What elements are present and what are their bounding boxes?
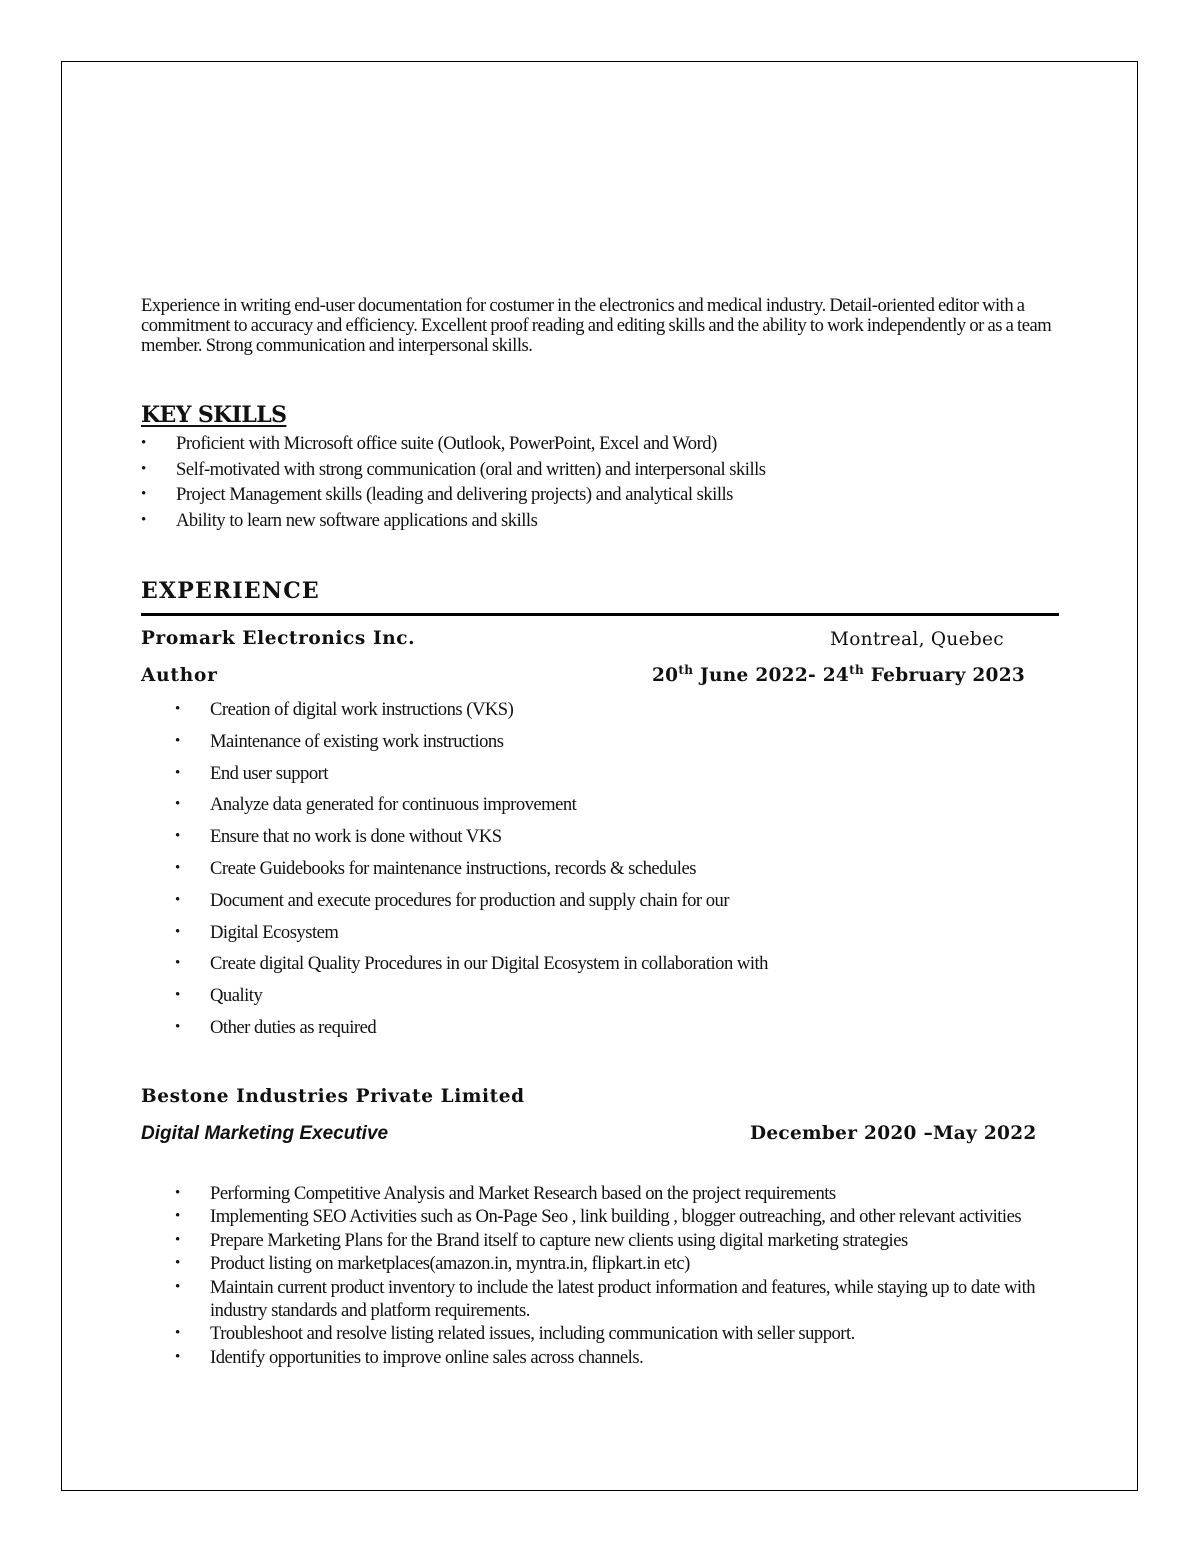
key-skills-heading: KEY SKILLS — [141, 402, 287, 428]
job-dates — [652, 665, 1025, 686]
duty-item: • Other duties as required — [141, 1015, 768, 1047]
duty-item: • Create digital Quality Procedures in our Digital Ecosystem in collaboration with — [141, 951, 768, 983]
duty-item: • Ensure that no work is done without VKS — [141, 824, 768, 856]
job-location: Montreal, Quebec — [830, 629, 1004, 650]
duty-item: • Create Guidebooks for maintenance instructions, records & schedules — [141, 856, 768, 888]
duty-item: • Performing Competitive Analysis and Market Research based on the project requirements — [141, 1182, 1059, 1205]
duty-item: • Maintenance of existing work instructions — [141, 729, 768, 761]
job-duties-list — [141, 697, 768, 1047]
job-duties-list — [141, 1182, 1059, 1369]
key-skills-list — [141, 431, 766, 534]
experience-heading: EXPERIENCE — [141, 578, 320, 604]
skill-item: • Ability to learn new software applications and skills — [141, 508, 766, 534]
start-day: 20 — [652, 665, 679, 686]
job-title: Digital Marketing Executive — [141, 1123, 389, 1144]
duty-item: • End user support — [141, 761, 768, 793]
company-name: Bestone Industries Private Limited — [141, 1086, 525, 1107]
duty-item: • Implementing SEO Activities such as On-Page Seo , link building , blogger outreaching, and other relevant activities — [141, 1205, 1059, 1228]
duty-item: • Maintain current product inventory to include the latest product information and features, while staying up to date with industry standards and platform requirements. — [141, 1276, 1059, 1323]
duty-item: • Troubleshoot and resolve listing related issues, including communication with seller support. — [141, 1322, 1059, 1345]
profile-summary: Experience in writing end-user documentation for costumer in the electronics and medical industry. Detail-oriented editor with a commitment to accuracy and efficiency. Excellent proof reading and editing skills and the ability to work independently or as a team member. Strong communication and interpersonal skills. — [141, 295, 1052, 356]
duty-item: • Identify opportunities to improve online sales across channels. — [141, 1346, 1059, 1369]
end-day: 24 — [822, 665, 850, 686]
end-rest: February 2023 — [863, 665, 1026, 686]
start-rest: June 2022- — [693, 665, 823, 686]
duty-item: • Creation of digital work instructions (VKS) — [141, 697, 768, 729]
skill-item: • Project Management skills (leading and delivering projects) and analytical skills — [141, 482, 766, 508]
duty-item: • Quality — [141, 983, 768, 1015]
duty-item: • Prepare Marketing Plans for the Brand itself to capture new clients using digital marketing strategies — [141, 1229, 1059, 1252]
duty-item: • Analyze data generated for continuous improvement — [141, 792, 768, 824]
duty-item: • Digital Ecosystem — [141, 920, 768, 952]
job-dates: December 2020 –May 2022 — [750, 1123, 1037, 1144]
section-divider — [141, 613, 1059, 616]
end-day-suffix: th — [849, 663, 864, 677]
company-name: Promark Electronics Inc. — [141, 628, 416, 649]
skill-item: • Proficient with Microsoft office suite (Outlook, PowerPoint, Excel and Word) — [141, 431, 766, 457]
skill-item: • Self-motivated with strong communication (oral and written) and interpersonal skills — [141, 457, 766, 483]
duty-item: • Document and execute procedures for production and supply chain for our — [141, 888, 768, 920]
duty-item: • Product listing on marketplaces(amazon.in, myntra.in, flipkart.in etc) — [141, 1252, 1059, 1275]
start-day-suffix: th — [678, 663, 694, 677]
job-title: Author — [141, 665, 218, 686]
